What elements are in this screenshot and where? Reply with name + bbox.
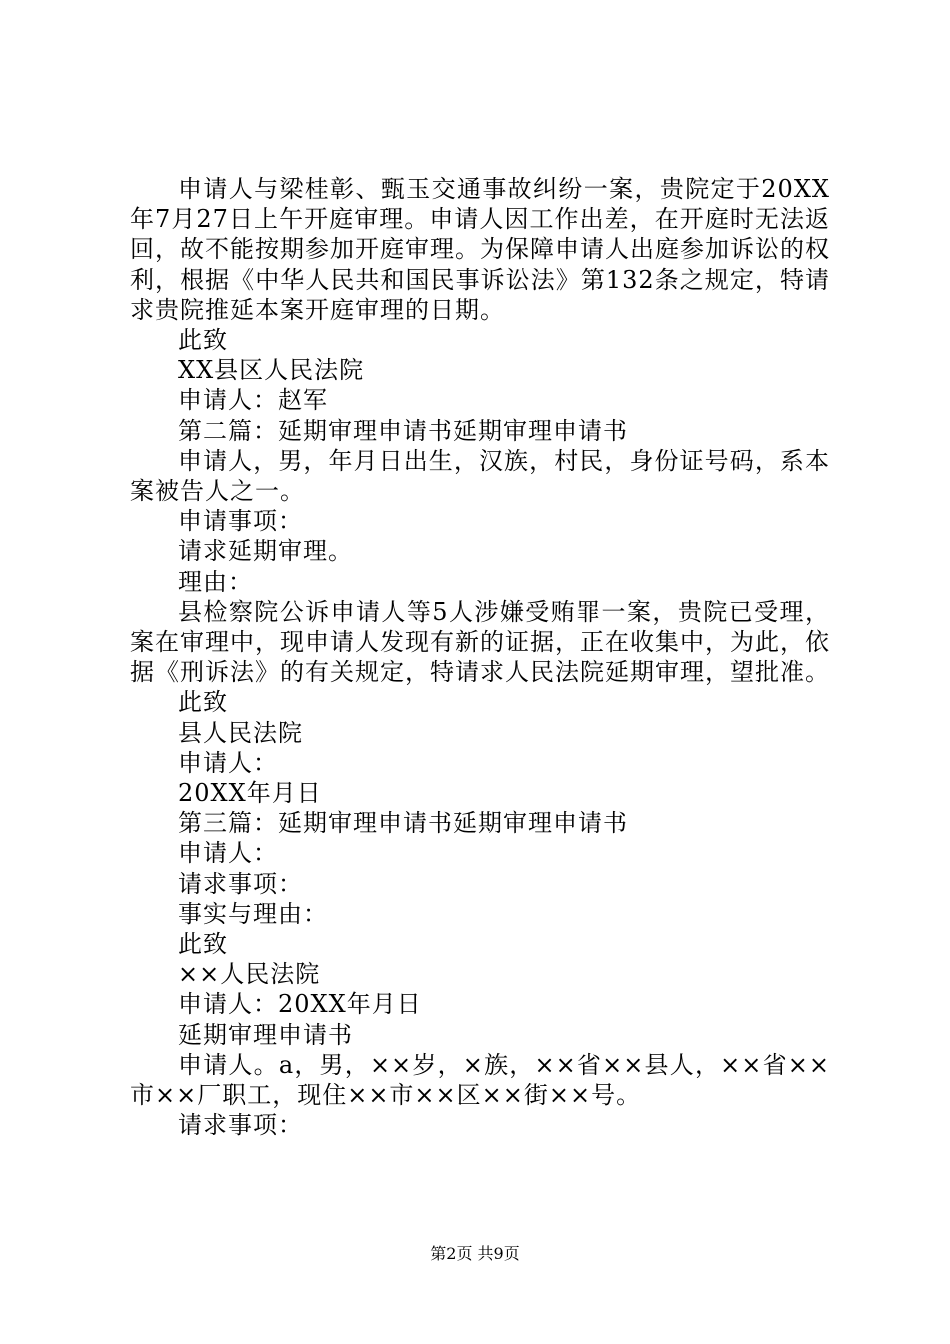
paragraph-21: 申请人：20XX年月日 [178, 990, 422, 1019]
paragraph-24: 请求事项： [178, 1111, 303, 1140]
paragraph-18: 事实与理由： [178, 899, 328, 928]
paragraph-1: 申请人与梁桂彰、甄玉交通事故纠纷一案，贵院定于20XX年7月27日上午开庭审理。申请人因工作出差，在开庭时无法返回，故不能按期参加开庭审理。为保障申请人出庭参加诉讼的权利，根据《中华人民共和国民事诉讼法》第132条之规定，特请求贵院推延本案开庭审理的日期。 [130, 175, 830, 324]
paragraph-16: 申请人： [178, 839, 278, 868]
paragraph-20: ××人民法院 [178, 960, 321, 989]
paragraph-9: 理由： [178, 567, 253, 596]
paragraph-15: 第三篇：延期审理申请书延期审理申请书 [178, 809, 628, 838]
paragraph-10: 县检察院公诉申请人等5人涉嫌受贿罪一案，贵院已受理，案在审理中，现申请人发现有新的证据，正在收集中，为此，依据《刑诉法》的有关规定，特请求人民法院延期审理，望批准。 [130, 597, 830, 687]
paragraph-11: 此致 [178, 688, 228, 717]
page-number-footer: 第2页 共9页 [430, 1244, 520, 1263]
paragraph-6: 申请人，男，年月日出生，汉族，村民，身份证号码，系本案被告人之一。 [130, 446, 830, 506]
paragraph-8: 请求延期审理。 [178, 537, 353, 566]
paragraph-2: 此致 [178, 326, 228, 355]
paragraph-4: 申请人：赵军 [178, 386, 328, 415]
paragraph-14: 20XX年月日 [178, 779, 322, 808]
paragraph-7: 申请事项： [178, 507, 303, 536]
paragraph-22: 延期审理申请书 [178, 1020, 353, 1049]
paragraph-17: 请求事项： [178, 869, 303, 898]
document-body [130, 174, 830, 1141]
paragraph-23: 申请人。a，男，××岁，×族，××省××县人，××省××市××厂职工，现住××市××区××街××号。 [130, 1050, 830, 1110]
paragraph-13: 申请人： [178, 748, 278, 777]
paragraph-19: 此致 [178, 930, 228, 959]
paragraph-12: 县人民法院 [178, 718, 303, 747]
paragraph-5: 第二篇：延期审理申请书延期审理申请书 [178, 416, 628, 445]
paragraph-3: XX县区人民法院 [178, 356, 365, 385]
